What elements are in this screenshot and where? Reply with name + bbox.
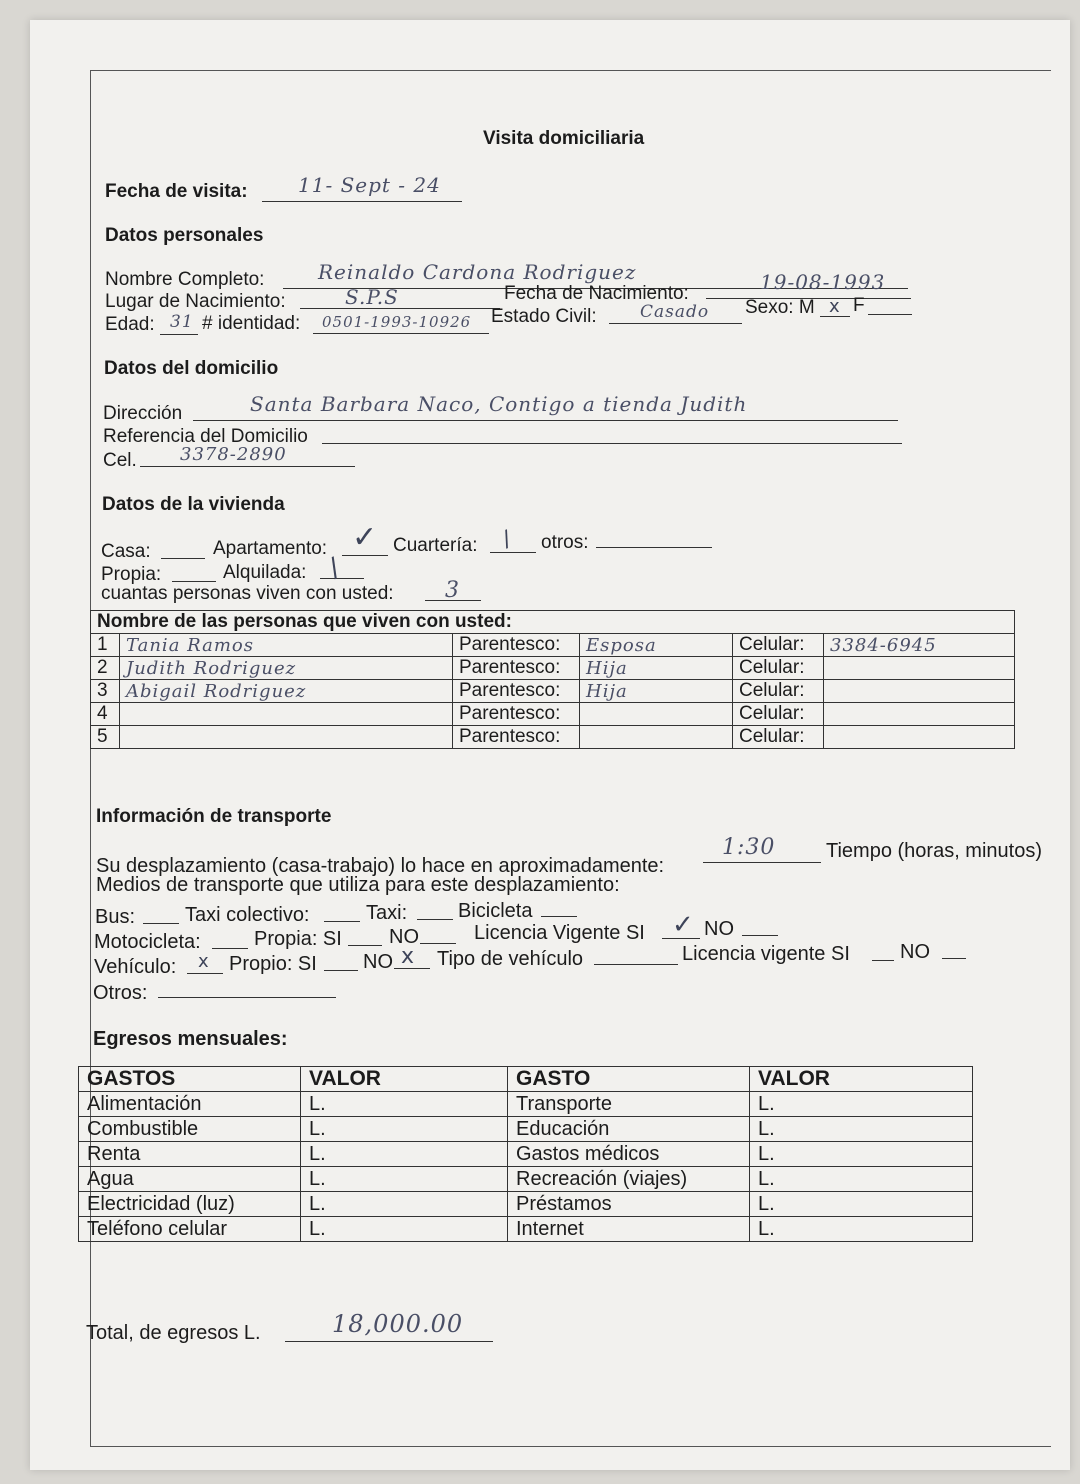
table-row (79, 1117, 973, 1142)
alquilada-label: Alquilada: (223, 562, 307, 583)
total-line (285, 1341, 493, 1342)
valor-right: L. (750, 1167, 973, 1192)
egresos-head-gasto: GASTO (508, 1067, 750, 1092)
taxi-line (417, 919, 453, 920)
datos-personales-heading: Datos personales (105, 225, 264, 246)
row-celular-value (824, 680, 1015, 703)
bus-label: Bus: (95, 906, 136, 928)
bicicleta-label: Bicicleta (458, 900, 533, 922)
total-label: Total, de egresos L. (86, 1322, 261, 1344)
table-row (91, 680, 1015, 703)
egresos-head-valor: VALOR (301, 1067, 508, 1092)
desplazamiento-label: Su desplazamiento (casa-trabajo) lo hace en aproximadamente: (96, 855, 665, 877)
egresos-head-valor-2: VALOR (750, 1067, 973, 1092)
tiempo-label: Tiempo (horas, minutos) (826, 840, 1042, 862)
vehiculo-mark: x (198, 951, 209, 972)
licencia2-label: Licencia vigente SI (682, 943, 850, 965)
egresos-head-gastos: GASTOS (79, 1067, 301, 1092)
gasto-left: Teléfono celular (79, 1217, 301, 1242)
identidad-value: 0501-1993-10926 (322, 313, 472, 331)
gasto-right: Educación (508, 1117, 750, 1142)
fecha-nac-value: 19-08-1993 (760, 270, 886, 294)
row-number: 4 (91, 703, 120, 726)
fecha-nac-label: Fecha de Nacimiento: (504, 283, 689, 304)
form-title: Visita domiciliaria (483, 128, 645, 149)
propio-no-label: NO (363, 951, 393, 973)
moto-no-label: NO (389, 926, 419, 948)
row-celular-label: Celular: (733, 657, 824, 680)
table-row (91, 703, 1015, 726)
bicicleta-line (541, 916, 577, 917)
cuarteria-mark: / (498, 526, 515, 553)
row-number: 1 (91, 634, 120, 657)
row-celular-label: Celular: (733, 726, 824, 749)
valor-left: L. (301, 1142, 508, 1167)
total-value: 18,000.00 (332, 1310, 464, 1338)
row-parentesco-value: Esposa (580, 634, 733, 657)
row-celular-value: 3384-6945 (824, 634, 1015, 657)
nombre-label: Nombre Completo: (105, 269, 265, 290)
row-parentesco-label: Parentesco: (453, 726, 580, 749)
row-parentesco-value (580, 703, 733, 726)
referencia-label: Referencia del Domicilio (103, 426, 308, 447)
valor-left: L. (301, 1217, 508, 1242)
otros-vivienda-line (596, 547, 712, 548)
moto-propia-si-line (348, 945, 382, 946)
apartamento-label: Apartamento: (213, 538, 328, 559)
valor-right: L. (750, 1192, 973, 1217)
apartamento-line (342, 555, 388, 556)
personas-table (90, 610, 1015, 749)
licencia-si-check: ✓ (672, 910, 694, 940)
gasto-left: Agua (79, 1167, 301, 1192)
gasto-right: Gastos médicos (508, 1142, 750, 1167)
licencia-label: Licencia Vigente SI (474, 922, 645, 944)
desplazamiento-value: 1:30 (722, 835, 776, 860)
edad-label: Edad: (105, 314, 155, 335)
fecha-label: Fecha de visita: (105, 181, 248, 202)
gasto-right: Recreación (viajes) (508, 1167, 750, 1192)
table-row (79, 1217, 973, 1242)
otros-vivienda-label: otros: (541, 532, 589, 553)
sexo-f-label: F (853, 295, 865, 316)
moto-no-line (420, 943, 456, 944)
alquilada-mark: / (324, 552, 345, 584)
taxi-colectivo-label: Taxi colectivo: (185, 904, 310, 926)
direccion-value: Santa Barbara Naco, Contigo a tienda Judith (250, 392, 748, 416)
gasto-right: Internet (508, 1217, 750, 1242)
propio-si-line (324, 970, 358, 971)
row-parentesco-value: Hija (580, 657, 733, 680)
casa-label: Casa: (101, 541, 151, 562)
cel-label: Cel. (103, 450, 137, 471)
propia-line (172, 581, 216, 582)
row-parentesco-label: Parentesco: (453, 703, 580, 726)
apartamento-check: ✓ (352, 520, 378, 555)
row-nombre (120, 703, 453, 726)
motocicleta-label: Motocicleta: (94, 931, 201, 953)
row-number: 2 (91, 657, 120, 680)
motocicleta-line (212, 948, 248, 949)
estado-value: Casado (640, 302, 710, 322)
tipo-vehiculo-label: Tipo de vehículo (437, 948, 584, 970)
otros-transporte-label: Otros: (93, 982, 148, 1004)
licencia-no-label: NO (704, 918, 734, 940)
egresos-header-row (79, 1067, 973, 1092)
desplazamiento-line (703, 862, 821, 863)
cuarteria-line (490, 552, 536, 553)
valor-left: L. (301, 1092, 508, 1117)
licencia-no-line (742, 935, 778, 936)
lugar-line (300, 308, 500, 309)
valor-right: L. (750, 1117, 973, 1142)
row-nombre: Abigail Rodriguez (120, 680, 453, 703)
propio-si-label: Propio: SI (229, 953, 317, 975)
personas-header: Nombre de las personas que viven con usted: (91, 611, 1015, 634)
domicilio-heading: Datos del domicilio (104, 358, 279, 379)
casa-line (161, 558, 205, 559)
row-celular-value (824, 703, 1015, 726)
estado-label: Estado Civil: (491, 306, 597, 327)
valor-left: L. (301, 1167, 508, 1192)
row-nombre: Tania Ramos (120, 634, 453, 657)
table-row (79, 1142, 973, 1167)
lugar-label: Lugar de Nacimiento: (105, 291, 286, 312)
egresos-heading: Egresos mensuales: (93, 1028, 288, 1050)
cel-line (140, 466, 355, 467)
direccion-label: Dirección (103, 403, 183, 424)
propia-label: Propia: (101, 564, 162, 585)
row-number: 5 (91, 726, 120, 749)
referencia-line (322, 443, 902, 444)
edad-line (160, 334, 198, 335)
taxi-colectivo-line (324, 921, 360, 922)
vehiculo-label: Vehículo: (94, 956, 177, 978)
cuantas-value: 3 (445, 578, 460, 603)
gasto-left: Alimentación (79, 1092, 301, 1117)
direccion-line (193, 420, 898, 421)
table-row (79, 1167, 973, 1192)
row-nombre: Judith Rodriguez (120, 657, 453, 680)
personas-header-row (91, 611, 1015, 634)
row-number: 3 (91, 680, 120, 703)
licencia2-no-label: NO (900, 941, 930, 963)
moto-propia-si-label: Propia: SI (254, 928, 342, 950)
row-parentesco-label: Parentesco: (453, 634, 580, 657)
gasto-left: Electricidad (luz) (79, 1192, 301, 1217)
otros-transporte-line (158, 997, 336, 998)
gasto-left: Combustible (79, 1117, 301, 1142)
table-row (91, 634, 1015, 657)
cuantas-label: cuantas personas viven con usted: (101, 583, 394, 604)
table-row (91, 726, 1015, 749)
identidad-line (313, 333, 489, 334)
vivienda-heading: Datos de la vivienda (102, 494, 285, 515)
row-celular-label: Celular: (733, 703, 824, 726)
valor-left: L. (301, 1192, 508, 1217)
row-parentesco-value (580, 726, 733, 749)
sexo-m-mark: x (829, 296, 840, 317)
gasto-right: Préstamos (508, 1192, 750, 1217)
gasto-right: Transporte (508, 1092, 750, 1117)
medios-label: Medios de transporte que utiliza para este desplazamiento: (96, 874, 620, 896)
table-row (91, 657, 1015, 680)
vehiculo-line (187, 973, 223, 974)
valor-left: L. (301, 1117, 508, 1142)
row-parentesco-label: Parentesco: (453, 680, 580, 703)
edad-value: 31 (170, 312, 194, 332)
taxi-label: Taxi: (366, 902, 408, 924)
row-celular-value (824, 726, 1015, 749)
fecha-line (262, 201, 462, 202)
cuarteria-label: Cuartería: (393, 535, 478, 556)
table-row (79, 1192, 973, 1217)
transporte-heading: Información de transporte (96, 806, 332, 827)
tipo-vehiculo-line (594, 964, 678, 965)
row-celular-value (824, 657, 1015, 680)
row-nombre (120, 726, 453, 749)
sexo-label: Sexo: M (745, 297, 815, 318)
table-row (79, 1092, 973, 1117)
row-celular-label: Celular: (733, 680, 824, 703)
valor-right: L. (750, 1092, 973, 1117)
cel-value: 3378-2890 (180, 444, 287, 465)
licencia2-si-line (872, 960, 894, 961)
row-parentesco-label: Parentesco: (453, 657, 580, 680)
fecha-value: 11- Sept - 24 (298, 173, 441, 197)
egresos-table (78, 1066, 973, 1242)
identidad-label: # identidad: (202, 313, 301, 334)
valor-right: L. (750, 1217, 973, 1242)
gasto-left: Renta (79, 1142, 301, 1167)
estado-line (609, 323, 742, 324)
bus-line (143, 923, 179, 924)
row-parentesco-value: Hija (580, 680, 733, 703)
nombre-value: Reinaldo Cardona Rodriguez (318, 260, 637, 284)
lugar-value: S.P.S (345, 285, 399, 309)
valor-right: L. (750, 1142, 973, 1167)
row-celular-label: Celular: (733, 634, 824, 657)
licencia2-no-line (942, 958, 966, 959)
propio-no-mark: x (401, 944, 415, 969)
sexo-f-line (868, 314, 912, 315)
